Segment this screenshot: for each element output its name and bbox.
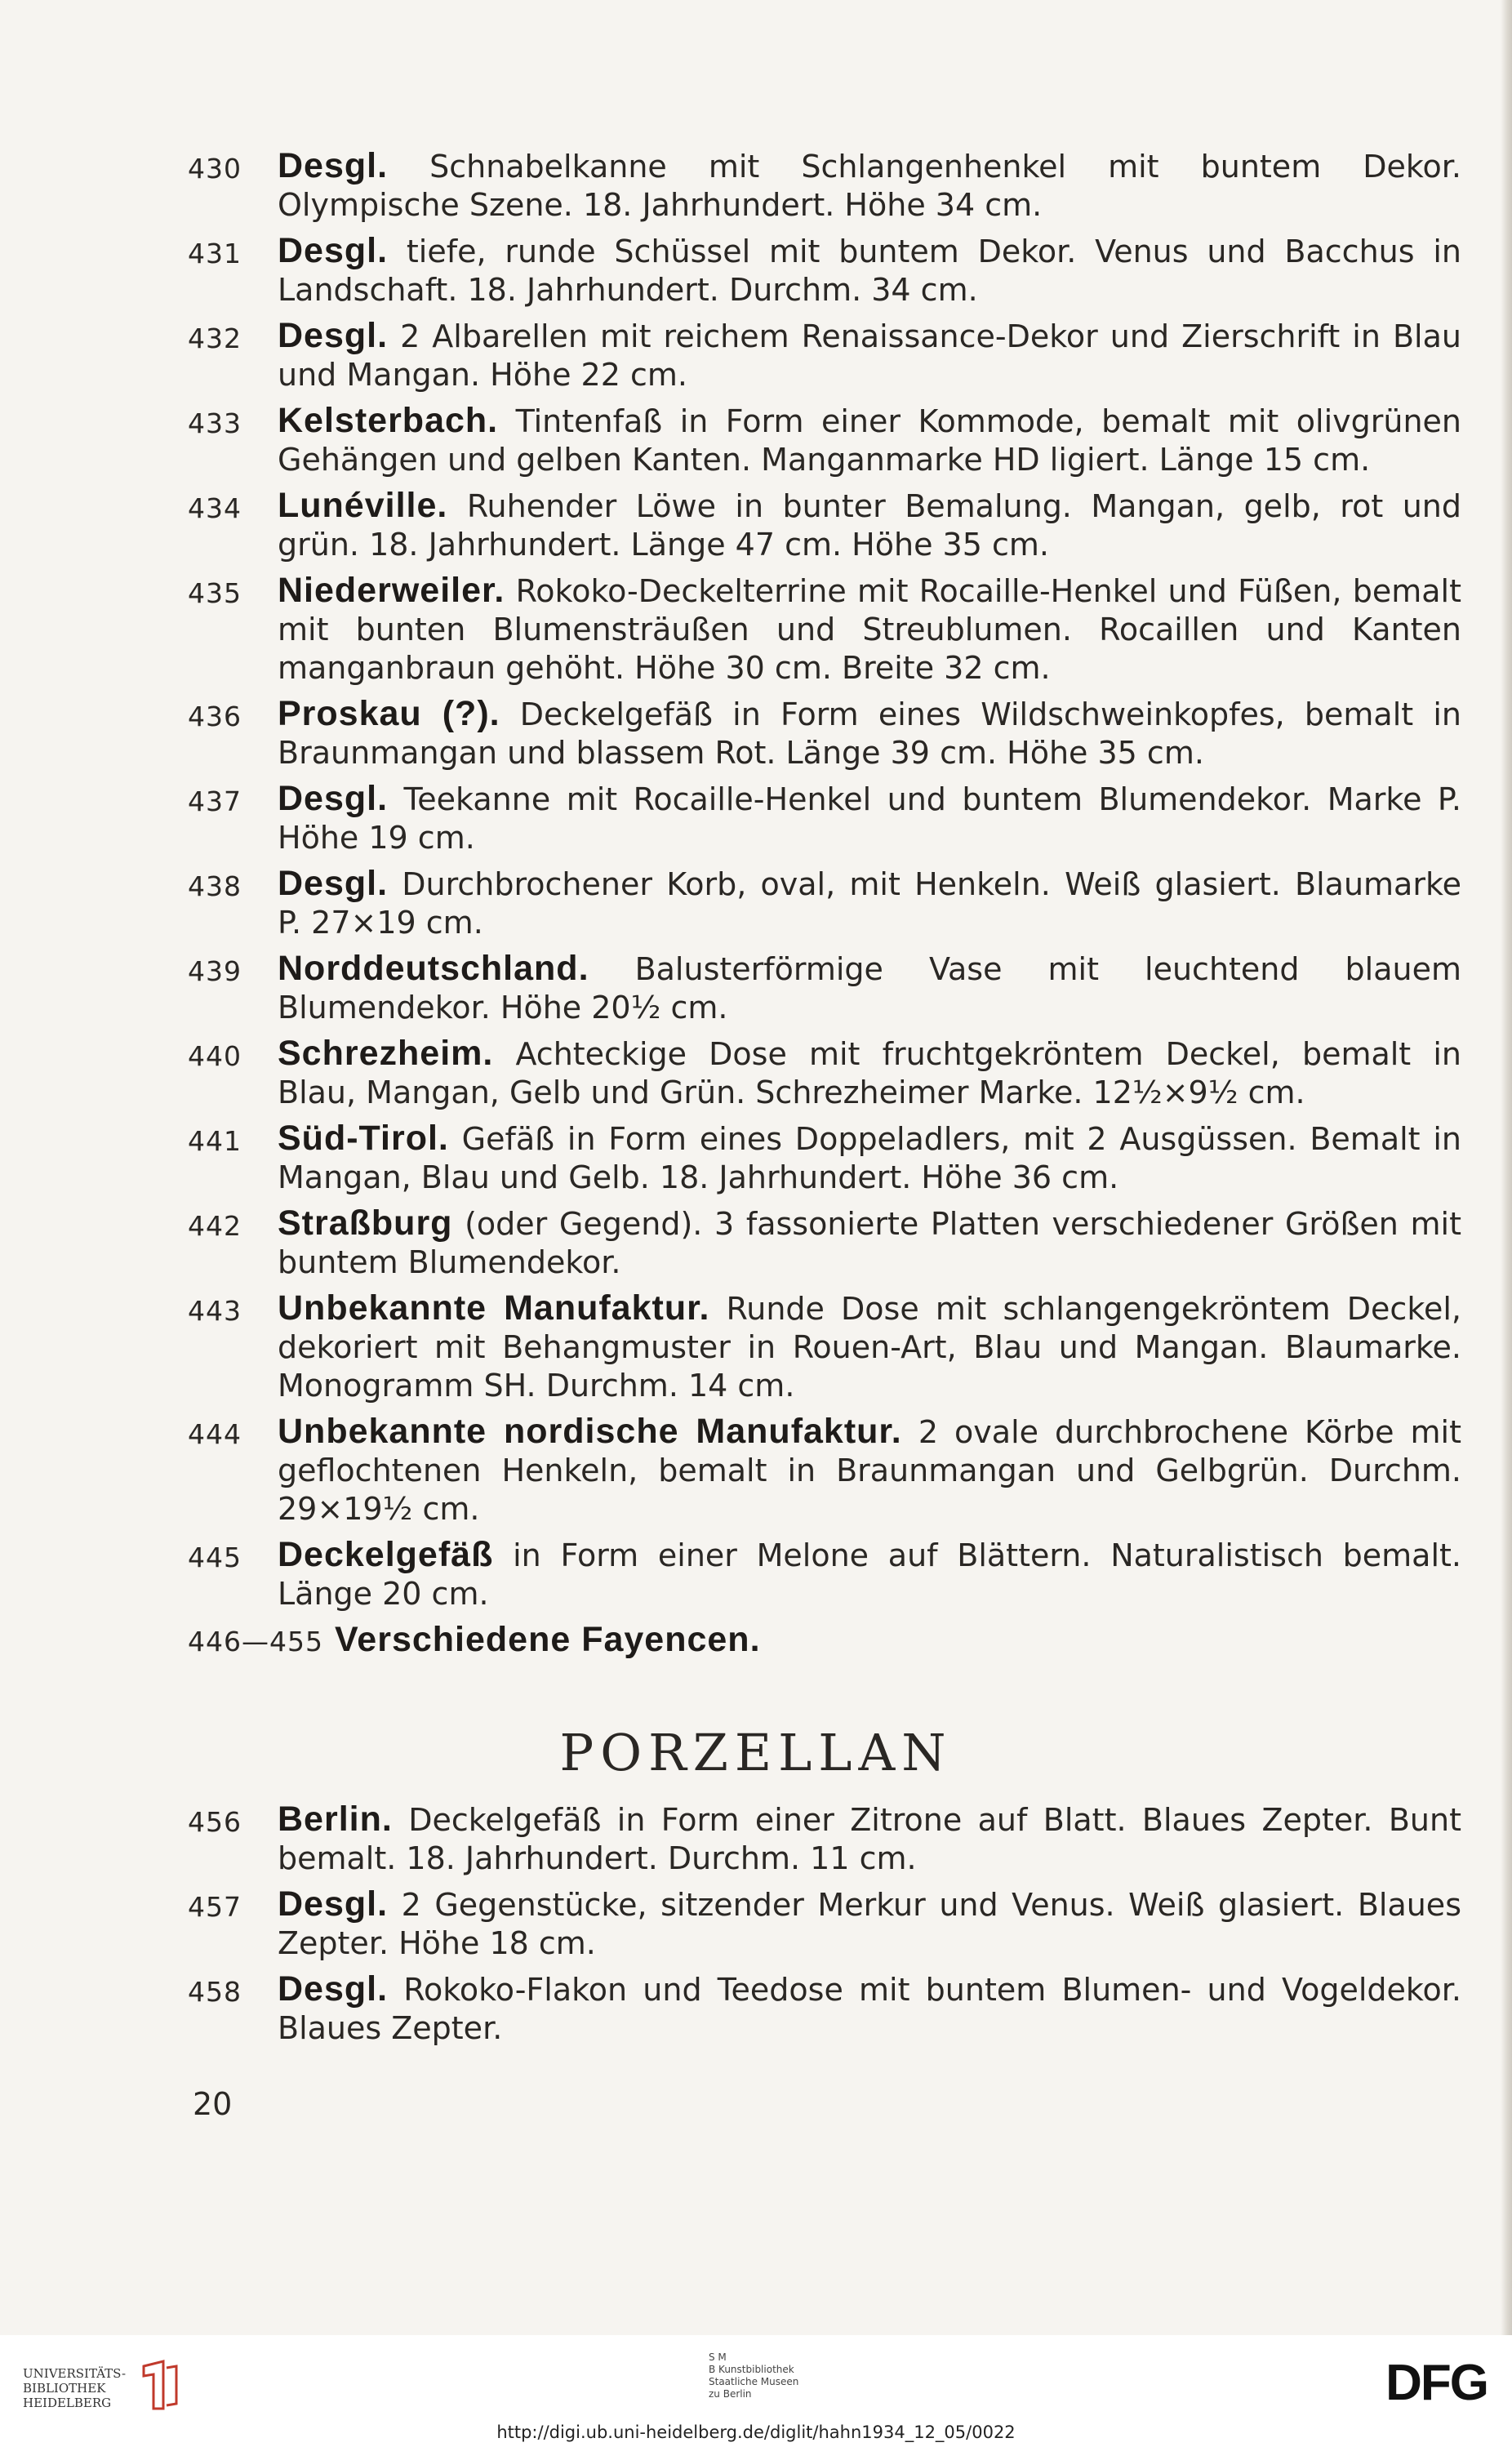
lot-number: 433 <box>188 407 242 439</box>
lot-description: in Form einer Melone auf Blättern. Naturalistisch bemalt. Länge 20 cm. <box>278 1537 1461 1612</box>
lot-description: Deckelgefäß in Form einer Zitrone auf Blatt. Blaues Zepter. Bunt bemalt. 18. Jahrhundert. Durchm. 11 cm. <box>278 1802 1461 1876</box>
page-edge <box>1501 0 1512 2335</box>
lot-title: Unbekannte nordische Manufaktur. <box>278 1412 902 1451</box>
lot-description: Balusterförmige Vase mit leuchtend blauem Blumendekor. Höhe 20½ cm. <box>278 951 1461 1026</box>
catalog-entry <box>188 1034 1461 1112</box>
museum-credit <box>709 2351 856 2400</box>
catalog-entry <box>188 1289 1461 1405</box>
lot-number: 435 <box>188 577 242 609</box>
lot-number: 441 <box>188 1125 242 1157</box>
catalog-entry <box>188 1119 1461 1197</box>
section-heading: PORZELLAN <box>559 1723 953 1782</box>
lot-title: Verschiedene Fayencen. <box>334 1620 761 1659</box>
lot-description: Tintenfaß in Form einer Kommode, bemalt mit olivgrünen Gehängen und gelben Kanten. Manganmarke HD ligiert. Länge 15 cm. <box>278 403 1461 478</box>
lot-title: Desgl. <box>278 779 389 818</box>
lot-description: Runde Dose mit schlangengekröntem Deckel, dekoriert mit Behangmuster in Rouen-Art, Blau und Mangan. Blaumarke. Monogramm SH. Durchm. 14 cm. <box>278 1291 1461 1404</box>
lot-description: 2 ovale durchbrochene Körbe mit geflochtenen Henkeln, bemalt in Braunmangan und Gelbgrün. Durchm. 29×19½ cm. <box>278 1414 1461 1527</box>
catalog-entry <box>188 865 1461 942</box>
lot-description: Teekanne mit Rocaille-Henkel und buntem Blumendekor. Marke P. Höhe 19 cm. <box>278 781 1461 856</box>
lot-description: Durchbrochener Korb, oval, mit Henkeln. Weiß glasiert. Blaumarke P. 27×19 cm. <box>278 866 1461 941</box>
lot-title: Deckelgefäß <box>278 1535 494 1574</box>
lot-number: 437 <box>188 785 242 817</box>
catalog-entry <box>188 1800 1461 1878</box>
lot-title: Schrezheim. <box>278 1034 494 1073</box>
lot-description: Schnabelkanne mit Schlangenhenkel mit buntem Dekor. Olympische Szene. 18. Jahrhundert. Höhe 34 cm. <box>278 149 1461 223</box>
lot-number-range: 446—455 <box>188 1626 323 1657</box>
lot-number: 431 <box>188 238 242 269</box>
lot-number: 458 <box>188 1976 242 2008</box>
lot-number: 432 <box>188 323 242 354</box>
lot-title: Straßburg <box>278 1203 453 1243</box>
catalog-entry <box>188 487 1461 564</box>
catalog-entry <box>188 1970 1461 2048</box>
page-url-link[interactable]: http://digi.ub.uni-heidelberg.de/diglit/hahn1934_12_05/0022 <box>496 2423 1016 2442</box>
catalog-entry <box>188 780 1461 857</box>
lot-description: (oder Gegend). 3 fassonierte Platten verschiedener Größen mit buntem Blumendekor. <box>278 1206 1461 1280</box>
catalog-entry <box>188 572 1461 687</box>
lot-title: Norddeutschland. <box>278 949 589 988</box>
lot-description: Achteckige Dose mit fruchtgekröntem Deckel, bemalt in Blau, Mangan, Gelb und Grün. Schrezheimer Marke. 12½×9½ cm. <box>278 1036 1461 1110</box>
lot-title: Desgl. <box>278 1884 389 1924</box>
lot-number: 443 <box>188 1295 242 1327</box>
catalog-entry <box>188 317 1461 394</box>
catalog-entry <box>188 1885 1461 1963</box>
lot-title: Kelsterbach. <box>278 401 499 440</box>
lot-number: 442 <box>188 1210 242 1242</box>
lot-number: 444 <box>188 1418 242 1450</box>
logo-line: BIBLIOTHEK <box>23 2381 106 2396</box>
lot-description: 2 Albarellen mit reichem Renaissance-Dekor und Zierschrift in Blau und Mangan. Höhe 22 cm. <box>278 318 1461 393</box>
catalog-entry <box>188 1204 1461 1282</box>
catalog-entry <box>188 950 1461 1027</box>
lot-description: Deckelgefäß in Form eines Wildschweinkopfes, bemalt in Braunmangan und blassem Rot. Länge 39 cm. Höhe 35 cm. <box>278 696 1461 771</box>
catalog-entry <box>188 402 1461 479</box>
catalog-entries <box>188 147 1461 1668</box>
logo-line: UNIVERSITÄTS- <box>23 2366 127 2381</box>
lot-description: Rokoko-Deckelterrine mit Rocaille-Henkel und Füßen, bemalt mit bunten Blumensträußen und Streublumen. Rocaillen und Kanten manganbraun gehöht. Höhe 30 cm. Breite 32 cm. <box>278 573 1461 686</box>
lot-number: 445 <box>188 1542 242 1573</box>
catalog-entry <box>188 1413 1461 1528</box>
lot-number: 430 <box>188 153 242 185</box>
catalog-entry <box>188 147 1461 225</box>
lot-description: Ruhender Löwe in bunter Bemalung. Mangan, gelb, rot und grün. 18. Jahrhundert. Länge 47 cm. Höhe 35 cm. <box>278 488 1461 563</box>
credit-line: S M <box>709 2351 727 2363</box>
lot-title: Desgl. <box>278 316 389 355</box>
lot-title: Niederweiler. <box>278 571 505 610</box>
catalog-entry <box>188 232 1461 309</box>
catalog-entry-range <box>188 1621 1461 1661</box>
lot-title: Proskau (?). <box>278 694 500 733</box>
lot-number: 436 <box>188 701 242 732</box>
credit-line: Staatliche Museen <box>709 2376 799 2387</box>
logo-line: HEIDELBERG <box>23 2396 112 2410</box>
lot-number: 440 <box>188 1040 242 1072</box>
lot-number: 438 <box>188 870 242 902</box>
lot-number: 456 <box>188 1806 242 1838</box>
lot-title: Desgl. <box>278 1969 389 2009</box>
lot-description: Rokoko-Flakon und Teedose mit buntem Blumen- und Vogeldekor. Blaues Zepter. <box>278 1972 1461 2046</box>
lot-title: Berlin. <box>278 1800 393 1839</box>
credit-line: zu Berlin <box>709 2388 752 2400</box>
lot-description: tiefe, runde Schüssel mit buntem Dekor. Venus und Bacchus in Landschaft. 18. Jahrhundert. Durchm. 34 cm. <box>278 234 1461 308</box>
lot-description: Gefäß in Form eines Doppeladlers, mit 2 Ausgüssen. Bemalt in Mangan, Blau und Gelb. 18. Jahrhundert. Höhe 36 cm. <box>278 1121 1461 1195</box>
lot-description: 2 Gegenstücke, sitzender Merkur und Venus. Weiß glasiert. Blaues Zepter. Höhe 18 cm. <box>278 1887 1461 1961</box>
catalog-entry <box>188 1536 1461 1613</box>
porcelain-entries <box>188 1800 1461 2055</box>
lot-title: Desgl. <box>278 864 389 903</box>
lot-number: 439 <box>188 955 242 987</box>
lot-title: Süd-Tirol. <box>278 1119 449 1158</box>
page-number: 20 <box>193 2086 233 2122</box>
lot-title: Desgl. <box>278 146 389 185</box>
credit-line: B Kunstbibliothek <box>709 2364 794 2375</box>
university-emblem-icon <box>139 2358 180 2412</box>
catalog-entry <box>188 695 1461 772</box>
lot-title: Lunéville. <box>278 486 448 525</box>
lot-number: 457 <box>188 1891 242 1923</box>
lot-title: Desgl. <box>278 231 389 270</box>
lot-title: Unbekannte Manufaktur. <box>278 1288 710 1328</box>
dfg-logo[interactable]: DFG <box>1385 2355 1488 2411</box>
lot-number: 434 <box>188 492 242 524</box>
